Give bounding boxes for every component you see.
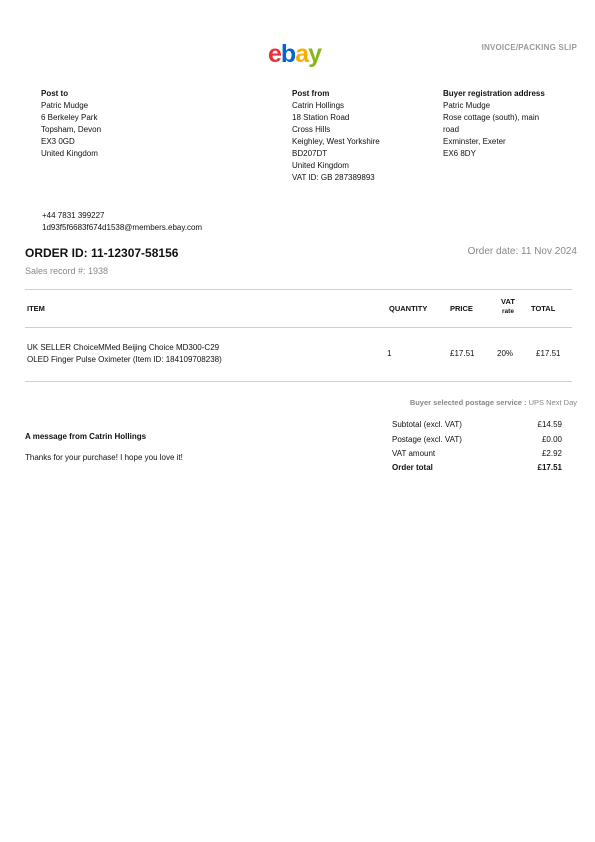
order-date: Order date: 11 Nov 2024 bbox=[467, 246, 577, 257]
sales-record: Sales record #: 1938 bbox=[25, 266, 109, 276]
phone-number: +44 7831 399227 bbox=[42, 211, 105, 220]
item-quantity: 1 bbox=[387, 349, 392, 358]
subtotal-value: £14.59 bbox=[537, 420, 562, 429]
divider bbox=[25, 289, 572, 290]
order-id: ORDER ID: 11-12307-58156 bbox=[25, 246, 179, 260]
address-line: BD207DT bbox=[292, 149, 328, 158]
item-total: £17.51 bbox=[536, 349, 561, 358]
address-line: 6 Berkeley Park bbox=[41, 113, 98, 122]
address-line: 18 Station Road bbox=[292, 113, 350, 122]
item-vat-rate: 20% bbox=[497, 349, 514, 358]
post-from-heading: Post from bbox=[292, 89, 330, 98]
address-line: Catrin Hollings bbox=[292, 101, 345, 110]
col-header-total: TOTAL bbox=[531, 304, 556, 313]
buyer-registration-block bbox=[443, 88, 573, 160]
buyer-registration-heading: Buyer registration address bbox=[443, 89, 545, 98]
address-line: EX3 0GD bbox=[41, 137, 75, 146]
address-line: road bbox=[443, 125, 460, 134]
address-line: Keighley, West Yorkshire bbox=[292, 137, 380, 146]
email-address[interactable]: 1d93f5f6683f674d1538@members.ebay.com bbox=[42, 223, 203, 232]
postage-service-value: UPS Next Day bbox=[528, 398, 577, 407]
address-line: EX6 8DY bbox=[443, 149, 476, 158]
post-from-block bbox=[292, 88, 432, 184]
col-header-price: PRICE bbox=[450, 304, 473, 313]
logo-letter: a bbox=[295, 40, 309, 68]
table-row-item bbox=[27, 342, 287, 366]
logo-letter: b bbox=[280, 40, 296, 68]
ebay-logo bbox=[268, 42, 321, 67]
item-price: £17.51 bbox=[450, 349, 475, 358]
postage-service-label: Buyer selected postage service : bbox=[409, 398, 527, 407]
postage-service bbox=[410, 398, 577, 407]
col-header-item: ITEM bbox=[27, 304, 45, 313]
address-line: Exminster, Exeter bbox=[443, 137, 506, 146]
post-to-heading: Post to bbox=[41, 89, 69, 98]
vat-header-line: rate bbox=[502, 308, 514, 315]
subtotal-label: Subtotal (excl. VAT) bbox=[392, 420, 462, 429]
divider bbox=[25, 381, 572, 382]
post-to-block bbox=[41, 88, 241, 160]
logo-letter: e bbox=[268, 40, 281, 68]
order-total-value: £17.51 bbox=[537, 463, 562, 472]
vat-amount-value: £2.92 bbox=[541, 449, 562, 458]
seller-message-body: Thanks for your purchase! I hope you love it! bbox=[25, 453, 183, 462]
logo-letter: y bbox=[308, 40, 321, 68]
address-line: United Kingdom bbox=[41, 149, 98, 158]
address-line: Patric Mudge bbox=[443, 101, 491, 110]
col-header-vat-rate bbox=[497, 297, 519, 317]
item-title-line: OLED Finger Pulse Oximeter (Item ID: 184109708238) bbox=[27, 355, 222, 364]
vat-id: VAT ID: GB 287389893 bbox=[292, 173, 375, 182]
order-total-label: Order total bbox=[392, 463, 433, 472]
postage-value: £0.00 bbox=[541, 435, 562, 444]
vat-header-line: VAT bbox=[501, 297, 515, 306]
buyer-contact bbox=[42, 210, 202, 234]
divider bbox=[25, 327, 572, 328]
address-line: United Kingdom bbox=[292, 161, 349, 170]
seller-message-heading: A message from Catrin Hollings bbox=[25, 432, 147, 441]
address-line: Patric Mudge bbox=[41, 101, 89, 110]
document-type-label: INVOICE/PACKING SLIP bbox=[481, 43, 577, 52]
col-header-quantity: QUANTITY bbox=[389, 304, 428, 313]
address-line: Topsham, Devon bbox=[41, 125, 102, 134]
postage-label: Postage (excl. VAT) bbox=[392, 435, 462, 444]
address-line: Cross Hills bbox=[292, 125, 331, 134]
item-title-line: UK SELLER ChoiceMMed Beijing Choice MD300-C29 bbox=[27, 343, 220, 352]
vat-amount-label: VAT amount bbox=[392, 449, 436, 458]
address-line: Rose cottage (south), main bbox=[443, 113, 540, 122]
